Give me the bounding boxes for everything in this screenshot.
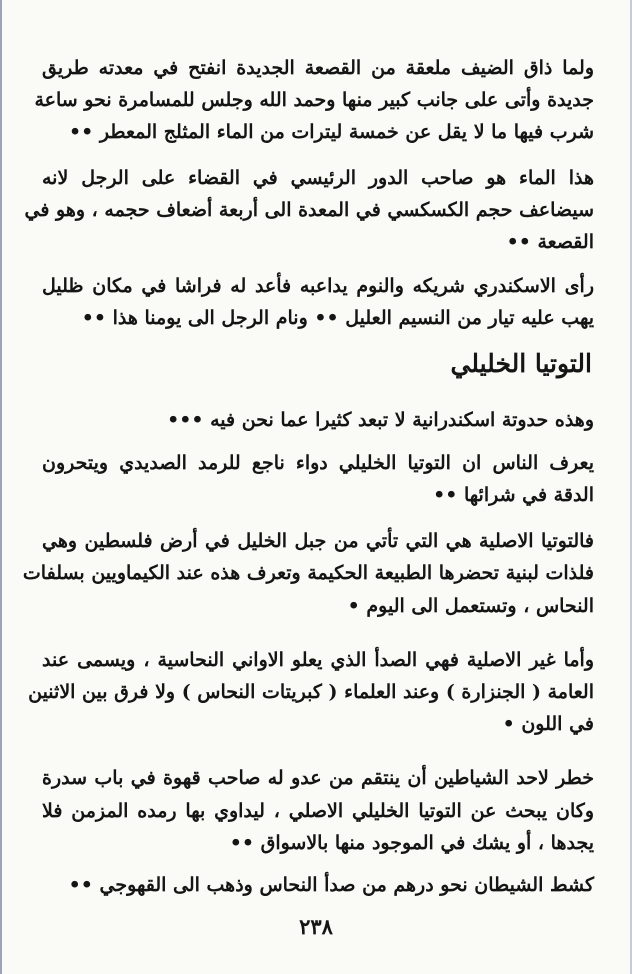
text-line: جديدة وأتى على جانب كبير منها وحمد الله وجلس للمسامرة نحو ساعة (34, 89, 594, 111)
text-line: القصعة •• (506, 231, 594, 253)
text-line: سيضاعف حجم الكسكسي في المعدة الى أربعة أضعاف حجمه ، وهو في (24, 199, 594, 221)
text-line: في اللون • (502, 713, 594, 735)
text-line: العامة ( الجنزارة ) وعند العلماء ( كبريتات النحاس ) ولا فرق بين الاثنين (28, 681, 594, 703)
text-line: ولما ذاق الضيف ملعقة من القصعة الجديدة انفتح في معدته طريق (42, 57, 594, 79)
text-line: النحاس ، وتستعمل الى اليوم • (347, 595, 594, 617)
text-line: يهب عليه تيار من النسيم العليل •• ونام الرجل الى يومنا هذا •• (81, 307, 594, 329)
text-line: وأما غير الاصلية فهي الصدأ الذي يعلو الاواني النحاسية ، ويسمى عند (42, 649, 594, 671)
section-title: التوتيا الخليلي (450, 349, 592, 378)
text-line: وهذه حدوتة اسكندرانية لا تبعد كثيرا عما نحن فيه ••• (167, 409, 594, 431)
text-line: فلذات لبنية تحضرها الطبيعة الحكيمة وتعرف هذه عند الكيماويين بسلفات (22, 562, 594, 584)
text-line: يعرف الناس ان التوتيا الخليلي دواء ناجع للرمد الصديدي ويتحرون (42, 452, 594, 474)
text-line: رأى الاسكندري شريكه والنوم يداعبه فأعد له فراشا في مكان ظليل (42, 275, 594, 297)
text-line: الدقة في شرائها •• (433, 484, 594, 506)
text-line: يجدها ، أو يشك في الموجود منها بالاسواق •• (229, 832, 594, 854)
text-line: وكان يبحث عن التوتيا الخليلي الاصلي ، ليداوي بها رمده المزمن فلا (42, 800, 594, 822)
text-line: خطر لاحد الشياطين أن ينتقم من عدو له صاحب قهوة في باب سدرة (42, 767, 594, 789)
text-line: هذا الماء هو صاحب الدور الرئيسي في القضاء على الرجل لانه (42, 167, 594, 189)
text-line: شرب فيها ما لا يقل عن خمسة ليترات من الماء المثلج المعطر •• (68, 121, 594, 143)
text-line: كشط الشيطان نحو درهم من صدأ النحاس وذهب الى القهوجي •• (68, 874, 594, 896)
text-line: فالتوتيا الاصلية هي التي تأتي من جبل الخليل في أرض فلسطين وهي (42, 530, 594, 552)
page-number: ٢٣٨ (299, 914, 333, 939)
